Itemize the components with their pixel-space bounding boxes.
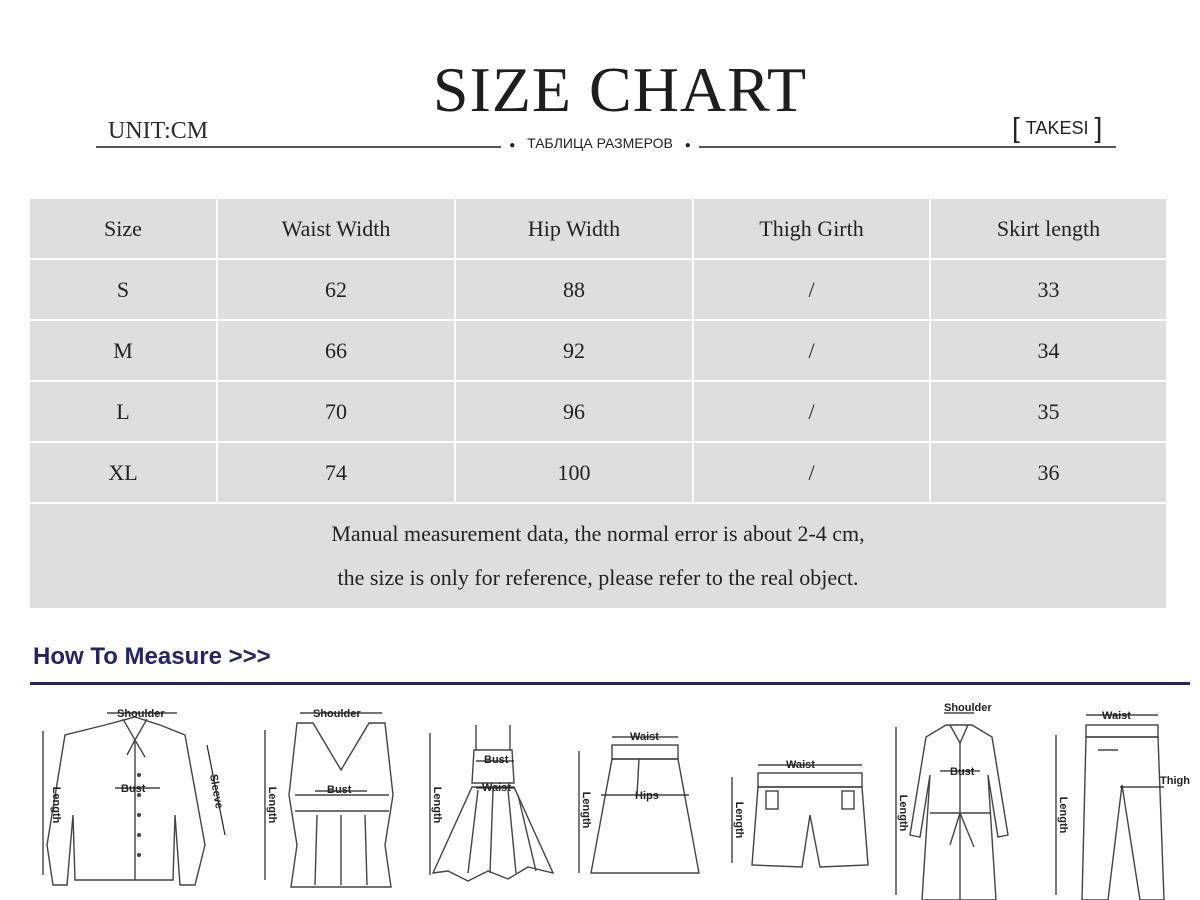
note-line: the size is only for reference, please refer to the real object. — [337, 565, 859, 590]
bust-label: Bust — [327, 784, 352, 796]
table-cell: 100 — [455, 442, 693, 503]
pants-figure — [1048, 695, 1193, 900]
waist-label: Waist — [786, 759, 815, 771]
column-header: Hip Width — [455, 198, 693, 259]
length-label: Length — [897, 794, 909, 832]
tank-top-figure — [255, 695, 400, 895]
shorts-figure — [720, 695, 870, 895]
table-note-row — [29, 503, 1167, 609]
table-row — [29, 381, 1167, 442]
measurement-note — [29, 503, 1167, 609]
page-title: SIZE CHART — [432, 54, 808, 125]
shirt-dress-figure — [888, 695, 1038, 900]
table-cell: 96 — [455, 381, 693, 442]
unit-label: UNIT:CM — [108, 118, 209, 144]
table-cell: M — [29, 320, 217, 381]
length-label: Length — [50, 786, 62, 824]
section-divider — [30, 682, 1190, 685]
bracket-right-icon: ] — [1094, 112, 1103, 143]
table-cell: L — [29, 381, 217, 442]
shirt-dress-icon — [888, 695, 1038, 900]
waist-label: Waist — [482, 782, 511, 794]
dress-figure — [418, 695, 558, 895]
waist-label: Waist — [630, 731, 659, 743]
skirt-icon — [567, 695, 707, 895]
blouse-icon — [35, 695, 240, 895]
table-cell: S — [29, 259, 217, 320]
table-cell: 35 — [930, 381, 1167, 442]
bust-label: Bust — [950, 766, 975, 778]
length-label: Length — [431, 786, 443, 824]
column-header: Size — [29, 198, 217, 259]
table-cell: 34 — [930, 320, 1167, 381]
table-cell: 62 — [217, 259, 455, 320]
pants-icon — [1048, 695, 1193, 900]
bust-label: Bust — [484, 754, 509, 766]
table-cell: 70 — [217, 381, 455, 442]
shoulder-label: Shoulder — [117, 708, 165, 720]
brand-name: TAKESI — [1025, 118, 1089, 138]
skirt-figure — [567, 695, 707, 895]
bracket-left-icon: [ — [1012, 112, 1020, 143]
subtitle — [0, 135, 1200, 151]
how-to-measure-title: How To Measure >>> — [33, 643, 271, 670]
dress-icon — [418, 695, 558, 895]
table-cell: 33 — [930, 259, 1167, 320]
table-cell: 92 — [455, 320, 693, 381]
length-label: Length — [266, 786, 278, 824]
table-cell: / — [693, 442, 930, 503]
size-table — [28, 197, 1168, 610]
shoulder-label: Shoulder — [313, 708, 361, 720]
tank-top-icon — [255, 695, 400, 895]
table-cell: / — [693, 320, 930, 381]
length-label: Length — [1057, 796, 1069, 834]
sleeve-label: Sleeve — [207, 773, 225, 810]
column-header: Thigh Girth — [693, 198, 930, 259]
column-header: Skirt length — [930, 198, 1167, 259]
waist-label: Waist — [1102, 710, 1131, 722]
table-cell: XL — [29, 442, 217, 503]
length-label: Length — [733, 801, 745, 839]
shoulder-label: Shoulder — [944, 702, 992, 714]
dot-icon: ● — [505, 140, 519, 151]
bust-label: Bust — [121, 783, 146, 795]
table-row — [29, 259, 1167, 320]
table-header-row — [29, 198, 1167, 259]
length-label: Length — [580, 791, 592, 829]
table-cell: 74 — [217, 442, 455, 503]
dot-icon: ● — [681, 140, 695, 151]
blouse-figure — [35, 695, 240, 895]
table-row — [29, 442, 1167, 503]
table-cell: / — [693, 381, 930, 442]
thigh-label: Thigh — [1160, 775, 1190, 787]
table-cell: 88 — [455, 259, 693, 320]
note-line: Manual measurement data, the normal error is about 2-4 cm, — [331, 521, 865, 546]
column-header: Waist Width — [217, 198, 455, 259]
table-cell: 36 — [930, 442, 1167, 503]
subtitle-text: ТАБЛИЦА РАЗМЕРОВ — [523, 135, 677, 151]
hips-label: Hips — [635, 790, 659, 802]
shorts-icon — [720, 695, 870, 895]
table-cell: / — [693, 259, 930, 320]
table-cell: 66 — [217, 320, 455, 381]
table-row — [29, 320, 1167, 381]
